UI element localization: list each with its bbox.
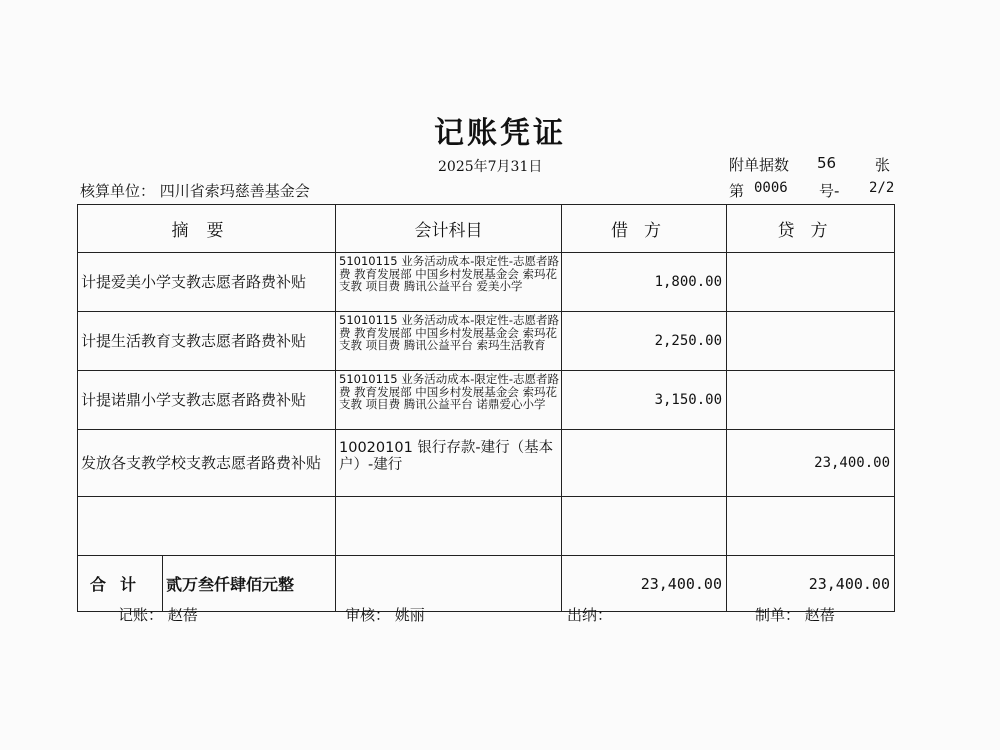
row-account: 10020101 银行存款-建行（基本户）-建行	[336, 430, 562, 497]
total-words: 贰万叁仟肆佰元整	[166, 575, 295, 594]
row-summary	[78, 497, 336, 556]
voucher-no: 0006	[754, 180, 788, 196]
table-row	[78, 253, 895, 312]
header-credit: 贷方	[727, 205, 895, 253]
row-credit	[727, 312, 895, 371]
row-account: 51010115 业务活动成本-限定性-志愿者路费 教育发展部 中国乡村发展基金会 索玛花支教 项目费 腾讯公益平台 索玛生活教育	[336, 312, 562, 371]
reviewer-signature: 审核： 姚丽	[345, 606, 425, 624]
row-debit	[562, 430, 727, 497]
row-credit: 23,400.00	[727, 430, 895, 497]
row-credit	[727, 253, 895, 312]
table-row-empty	[78, 497, 895, 556]
total-credit: 23,400.00	[727, 556, 895, 612]
header-account: 会计科目	[336, 205, 562, 253]
total-cell	[78, 556, 336, 612]
bookkeeper-signature: 记账： 赵蓓	[118, 606, 198, 624]
row-summary: 计提诺鼎小学支教志愿者路费补贴	[78, 371, 336, 430]
row-account	[336, 497, 562, 556]
voucher-date: 2025年7月31日	[438, 159, 543, 175]
row-account: 51010115 业务活动成本-限定性-志愿者路费 教育发展部 中国乡村发展基金会 索玛花支教 项目费 腾讯公益平台 爱美小学	[336, 253, 562, 312]
table-row	[78, 312, 895, 371]
voucher-title: 记账凭证	[434, 116, 566, 151]
voucher-table	[77, 204, 895, 612]
preparer-signature: 制单： 赵蓓	[755, 606, 835, 624]
accounting-unit: 核算单位： 四川省索玛慈善基金会	[80, 182, 310, 200]
row-summary: 发放各支教学校支教志愿者路费补贴	[78, 430, 336, 497]
total-debit: 23,400.00	[562, 556, 727, 612]
total-label: 合计	[78, 556, 163, 611]
row-account: 51010115 业务活动成本-限定性-志愿者路费 教育发展部 中国乡村发展基金会 索玛花支教 项目费 腾讯公益平台 诺鼎爱心小学	[336, 371, 562, 430]
attachment-unit: 张	[875, 156, 891, 174]
row-credit	[727, 371, 895, 430]
row-summary: 计提爱美小学支教志愿者路费补贴	[78, 253, 336, 312]
table-row	[78, 430, 895, 497]
row-debit: 1,800.00	[562, 253, 727, 312]
attachment-number: 56	[817, 154, 837, 172]
row-debit	[562, 497, 727, 556]
header-debit: 借方	[562, 205, 727, 253]
row-debit: 3,150.00	[562, 371, 727, 430]
table-row	[78, 371, 895, 430]
header-summary: 摘要	[78, 205, 336, 253]
voucher-page-number: 2/2	[869, 180, 895, 196]
row-summary: 计提生活教育支教志愿者路费补贴	[78, 312, 336, 371]
cashier-signature: 出纳：	[567, 606, 613, 624]
voucher-suffix: 号-	[819, 182, 840, 200]
table-header	[78, 205, 895, 253]
voucher-number	[729, 180, 895, 201]
row-debit: 2,250.00	[562, 312, 727, 371]
attachment-count	[729, 154, 891, 175]
voucher-prefix: 第	[729, 182, 745, 200]
row-credit	[727, 497, 895, 556]
attachment-label: 附单据数	[729, 156, 790, 174]
